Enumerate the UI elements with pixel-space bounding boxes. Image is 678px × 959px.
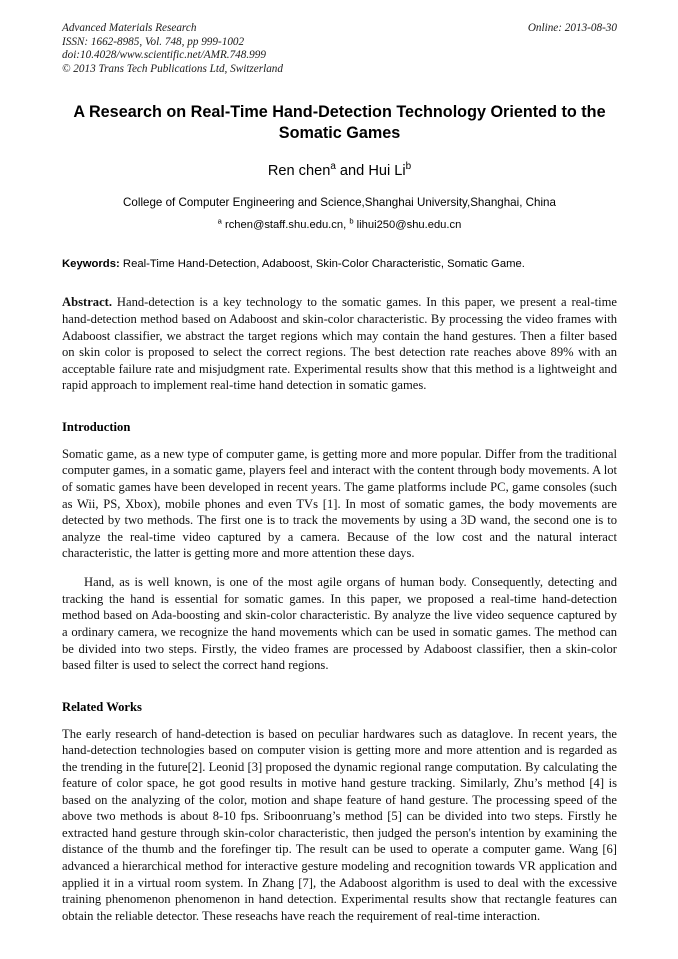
journal-name: Advanced Materials Research — [62, 22, 197, 34]
abstract — [62, 294, 617, 394]
email-address-2: lihui250@shu.edu.cn — [356, 219, 462, 232]
author-emails — [62, 218, 617, 232]
email-mark-2: b — [349, 216, 354, 226]
paragraph-related-works-1: The early research of hand-detection is based on peculiar hardwares such as dataglove. In recent years, the hand-detection technologies based on computer vision is getting more and more attention and is regarded as the trending in the future[2]. Leonid [3] proposed the dynamic regional range computation. By calculating the feature of color space, he got good results in motive hand gesture tracking. Similarly, Zhu’s method [4] is based on the analyzing of the color, motion and shape feature of hand gesture. The processing speed of the above two methods is about 8-10 fps. Sriboonruang’s method [5] can be divided into two steps. Firstly he extracted hand gesture through skin-color characteristic, then judged the person's intention by examining the distance of the thumb and the forefinger tip. The result can be used to operate a computer game. Wang [6] advanced a hierarchical method for interactive gesture modeling and recognition towards VR application and applied it in a virtual room system. In Zhang [7], the Adaboost algorithm is used to deal with the excessive training phenomenon phenomenon in hand detection. Experimental results show that rectangle features can obtain the reliable detector. These reseachs have reach the requirement of real-time interaction. — [62, 726, 617, 923]
email-mark-1: a — [217, 216, 222, 226]
abstract-label: Abstract. — [62, 295, 113, 310]
abstract-text: Hand-detection is a key technology to the somatic games. In this paper, we present a real-time hand-detection method based on Adaboost and skin-color characteristic. By processing the video frames with Adaboost classifier, we abstract the target regions which may contain the hand gestures. Then a filter based on skin color is proposed to select the correct regions. The best detection rate reaches above 89% with an acceptable failure rate and misjudgment rate. Experimental results show that this method is a lightweight and rapid approach to implement real-time hand detection in somatic games. — [62, 295, 617, 393]
paragraph-introduction-1: Somatic game, as a new type of computer game, is getting more and more popular. Differ from the traditional computer games, in a somatic game, players feel and interact with the content through body movements. A lot of somatic games have been developed in recent years. The game platforms include PC, game consoles (such as Wii, PS, Xbox), mobile phones and even TVs [1]. In most of somatic games, the body movements are detected by two methods. The first one is to track the movements by using a 3D wand, the second one is to analyze the real-time video captured by a camera. Because of the low cost and the natural interact characteristic, the latter is getting more and more attention these days. — [62, 446, 617, 561]
author-affiliation-mark-1: a — [330, 161, 336, 173]
journal-issn: ISSN: 1662-8985, Vol. 748, pp 999-1002 — [62, 35, 245, 48]
section-heading-introduction: Introduction — [62, 419, 131, 434]
affiliation: College of Computer Engineering and Science,Shanghai University,Shanghai, China — [123, 196, 556, 210]
online-date: Online: 2013-08-30 — [527, 22, 617, 34]
keywords-label: Keywords: — [62, 258, 120, 271]
email-address-1: rchen@staff.shu.edu.cn, — [224, 219, 347, 232]
journal-copyright: © 2013 Trans Tech Publications Ltd, Switzerland — [62, 62, 283, 75]
author-conjunction: and — [339, 163, 365, 180]
author-name-2: Hui Li — [368, 163, 406, 180]
keywords-value: Real-Time Hand-Detection, Adaboost, Skin-Color Characteristic, Somatic Game. — [122, 258, 525, 271]
journal-doi: doi:10.4028/www.scientific.net/AMR.748.999 — [62, 49, 266, 62]
page-title: A Research on Real-Time Hand-Detection Technology Oriented to the Somatic Games — [73, 103, 606, 142]
author-list — [62, 162, 617, 180]
journal-header — [62, 22, 617, 76]
author-name-1: Ren chen — [267, 163, 331, 180]
author-affiliation-mark-2: b — [405, 161, 412, 173]
paragraph-introduction-2: Hand, as is well known, is one of the most agile organs of human body. Consequently, detecting and tracking the hand is essential for somatic games. In this paper, we proposed a real-time hand-detection method based on Ada-boosting and skin-color characteristic. By analyze the live video sequence captured by a ordinary camera, we recognize the hand movements which can be used in somatic games. The method can be divided into two steps. Firstly, the video frames are processed by Adaboost classifier, then a skin-color based filter is used to select the correct hand regions. — [62, 575, 617, 673]
section-heading-related-works: Related Works — [62, 699, 142, 714]
keywords-line — [62, 257, 617, 272]
